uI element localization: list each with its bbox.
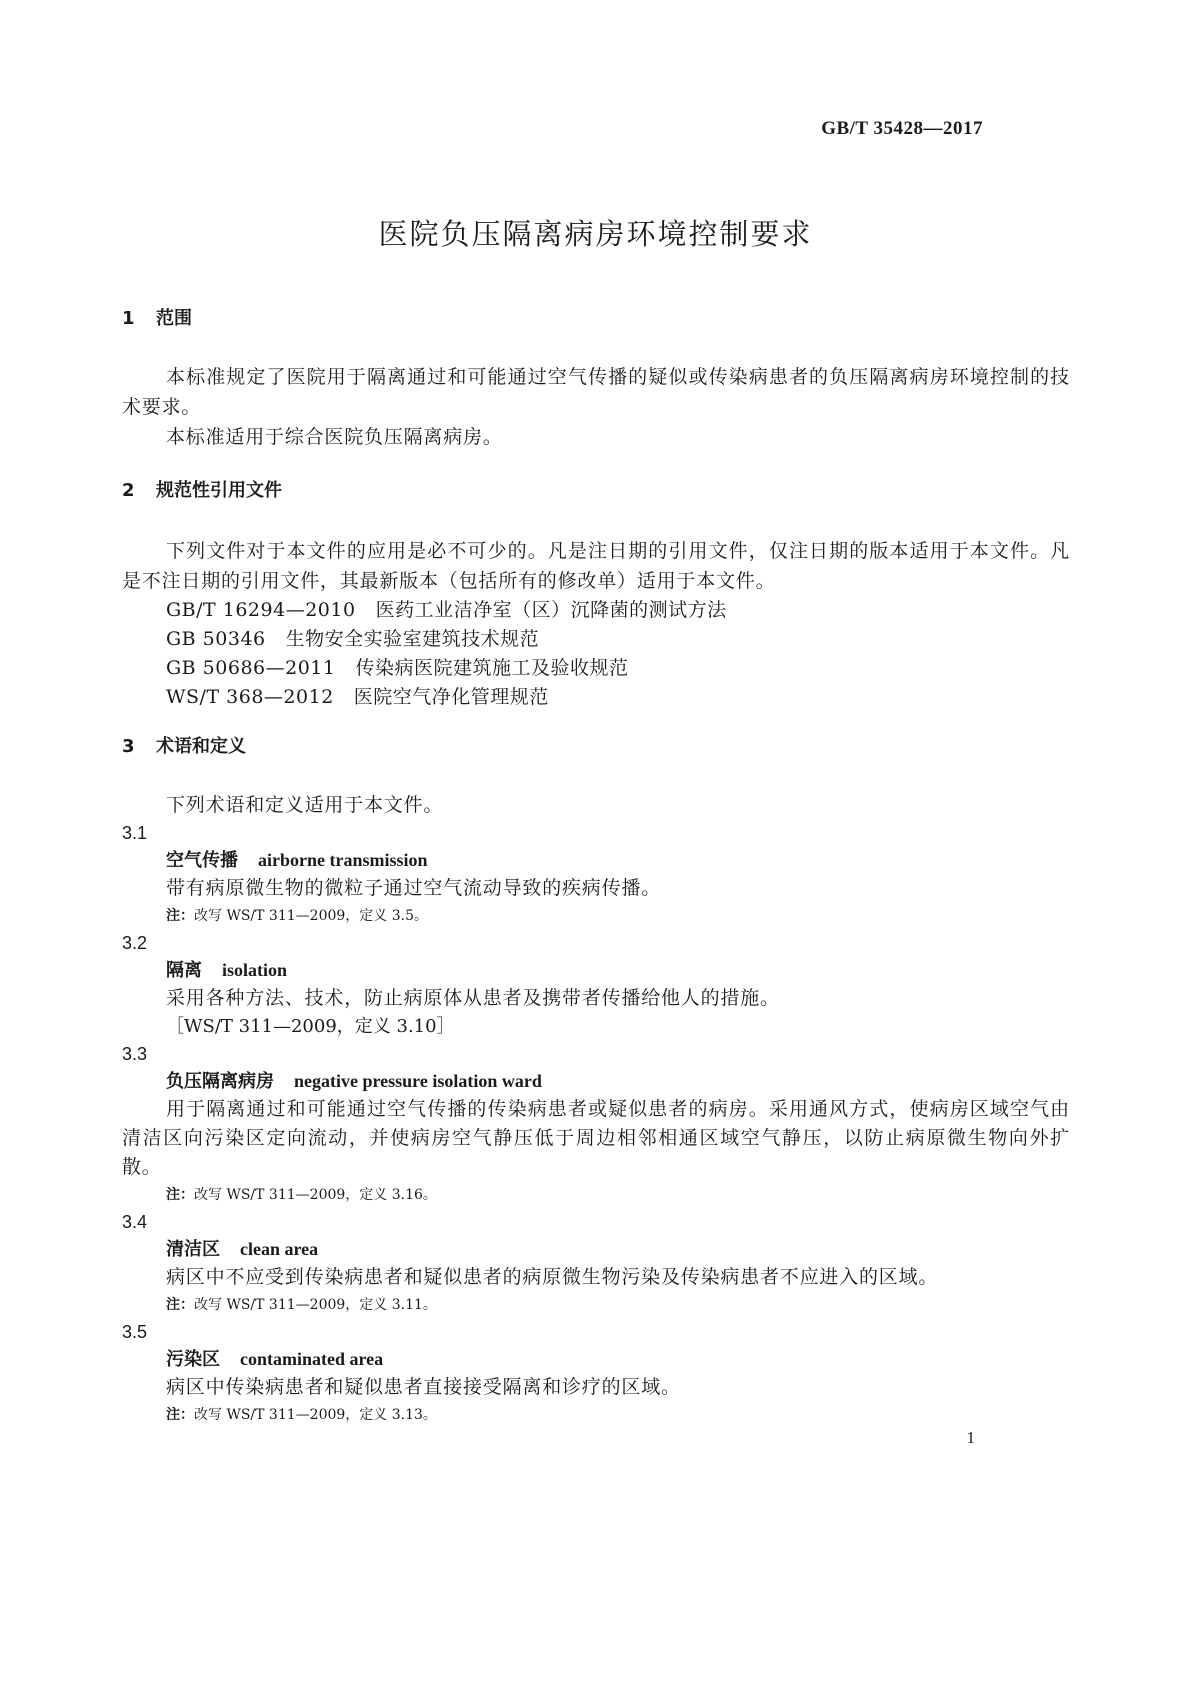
section-normative-references [122,478,1070,504]
paragraph: 下列术语和定义适用于本文件。 [166,794,444,816]
document-title: 医院负压隔离病房环境控制要求 [378,217,813,251]
note-text: 改写 WS/T 311—2009，定义 3.13。 [194,1407,437,1423]
term-definition: 带有病原微生物的微粒子通过空气流动导致的疾病传播。 [166,877,662,899]
term-definition: 用于隔离通过和可能通过空气传播的传染病患者或疑似患者的病房。采用通风方式，使病房区域空气由清洁区向污染区定向流动，并使病房空气静压低于周边相邻相通区域空气静压，以防止病原微生物向外扩散。 [122,1098,1070,1178]
section-number: 2 [122,480,135,501]
term-title [122,957,1070,984]
term-name-en: contaminated area [240,1349,384,1369]
section-heading [122,306,1070,332]
note-label: 注： [166,1407,194,1423]
reference-title: 医药工业洁净室（区）沉降菌的测试方法 [375,599,727,621]
section-title: 术语和定义 [156,736,246,757]
section-scope-body [122,362,1070,452]
section-normative-references-body [122,536,1070,712]
term-name-en: clean area [240,1239,319,1259]
note-label: 注： [166,908,194,924]
term-source: ［WS/T 311—2009，定义 3.10］ [166,1016,455,1037]
reference-code: GB 50346 [166,628,266,650]
term-number: 3.3 [122,1044,148,1064]
paragraph: 本标准适用于综合医院负压隔离病房。 [166,426,503,448]
page-number: 1 [966,1428,975,1447]
reference-code: GB 50686—2011 [166,657,336,679]
reference-item [122,683,1070,712]
term-note [122,1182,1070,1209]
section-heading [122,478,1070,504]
note-text: 改写 WS/T 311—2009，定义 3.16。 [194,1187,437,1203]
section-terms-and-definitions [122,734,1070,760]
note-label: 注： [166,1187,194,1203]
term-note [122,1402,1070,1429]
term-name-en: isolation [222,960,288,980]
term-name-zh: 污染区 [166,1349,220,1370]
paragraph: 下列文件对于本文件的应用是必不可少的。凡是注日期的引用文件，仅注日期的版本适用于本文件。凡是不注日期的引用文件，其最新版本（包括所有的修改单）适用于本文件。 [122,540,1070,592]
term-name-en: airborne transmission [258,850,428,870]
section-number: 3 [122,736,135,757]
term-name-en: negative pressure isolation ward [294,1071,542,1091]
section-title: 规范性引用文件 [156,480,282,501]
term-title [122,1068,1070,1095]
section-heading [122,734,1070,760]
reference-item [122,596,1070,625]
note-text: 改写 WS/T 311—2009，定义 3.11。 [194,1297,437,1313]
term-title [122,1236,1070,1263]
note-text: 改写 WS/T 311—2009，定义 3.5。 [194,908,429,924]
term-number: 3.5 [122,1322,148,1342]
section-number: 1 [122,308,135,329]
term-note [122,1292,1070,1319]
document-code: GB/T 35428—2017 [821,118,983,139]
term-definition: 采用各种方法、技术，防止病原体从患者及携带者传播给他人的措施。 [166,987,780,1009]
reference-title: 医院空气净化管理规范 [353,686,549,708]
reference-code: GB/T 16294—2010 [166,599,356,621]
paragraph: 本标准规定了医院用于隔离通过和可能通过空气传播的疑似或传染病患者的负压隔离病房环境控制的技术要求。 [122,366,1070,418]
section-title: 范围 [156,308,192,329]
term-number: 3.4 [122,1212,148,1232]
reference-item [122,654,1070,683]
term-name-zh: 空气传播 [166,850,238,871]
term-number: 3.2 [122,933,148,953]
term-definition: 病区中传染病患者和疑似患者直接接受隔离和诊疗的区域。 [166,1376,681,1398]
section-scope [122,306,1070,332]
term-title [122,847,1070,874]
note-label: 注： [166,1297,194,1313]
reference-title: 生物安全实验室建筑技术规范 [285,628,540,650]
term-name-zh: 负压隔离病房 [166,1071,274,1092]
term-title [122,1346,1070,1373]
section-terms-body [122,790,1070,1429]
reference-item [122,625,1070,654]
reference-code: WS/T 368—2012 [166,686,334,708]
term-definition: 病区中不应受到传染病患者和疑似患者的病原微生物污染及传染病患者不应进入的区域。 [166,1266,939,1288]
term-note [122,903,1070,930]
term-name-zh: 隔离 [166,960,202,981]
term-number: 3.1 [122,823,148,843]
term-name-zh: 清洁区 [166,1239,220,1260]
reference-title: 传染病医院建筑施工及验收规范 [355,657,629,679]
